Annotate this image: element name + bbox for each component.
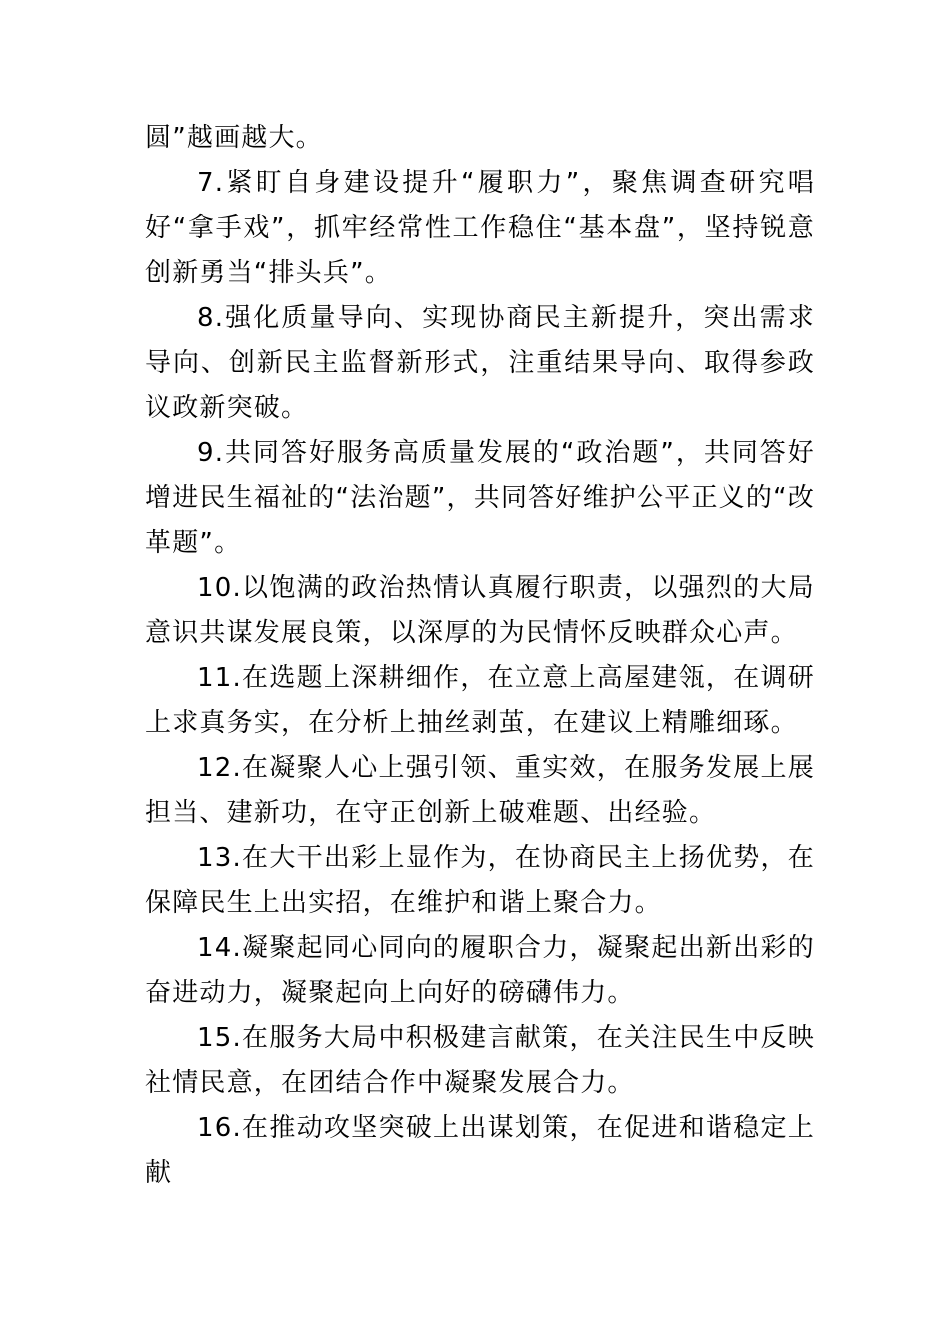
paragraph-item-10: 10.以饱满的政治热情认真履行职责，以强烈的大局意识共谋发展良策，以深厚的为民情怀反映群众心声。: [145, 573, 815, 648]
paragraph-item-11: 11.在选题上深耕细作，在立意上高屋建瓴，在调研上求真务实，在分析上抽丝剥茧，在建议上精雕细琢。: [145, 663, 815, 738]
paragraph-item-14: 14.凝聚起同心同向的履职合力，凝聚起出新出彩的奋进动力，凝聚起向上向好的磅礴伟力。: [145, 933, 815, 1008]
paragraph-item-15: 15.在服务大局中积极建言献策，在关注民生中反映社情民意，在团结合作中凝聚发展合力。: [145, 1023, 815, 1098]
paragraph-item-12: 12.在凝聚人心上强引领、重实效，在服务发展上展担当、建新功，在守正创新上破难题、出经验。: [145, 753, 815, 828]
paragraph-continuation: 圆”越画越大。: [145, 123, 323, 153]
document-body: [145, 116, 815, 1196]
paragraph-item-9: 9.共同答好服务高质量发展的“政治题”，共同答好增进民生福祉的“法治题”，共同答好维护公平正义的“改革题”。: [145, 438, 815, 558]
paragraph-item-13: 13.在大干出彩上显作为，在协商民主上扬优势，在保障民生上出实招，在维护和谐上聚合力。: [145, 843, 815, 918]
paragraph-item-8: 8.强化质量导向、实现协商民主新提升，突出需求导向、创新民主监督新形式，注重结果导向、取得参政议政新突破。: [145, 303, 815, 423]
paragraph-item-7: 7.紧盯自身建设提升“履职力”，聚焦调查研究唱好“拿手戏”，抓牢经常性工作稳住“基本盘”，坚持锐意创新勇当“排头兵”。: [145, 168, 815, 288]
paragraph-item-16: 16.在推动攻坚突破上出谋划策，在促进和谐稳定上献: [145, 1113, 815, 1188]
